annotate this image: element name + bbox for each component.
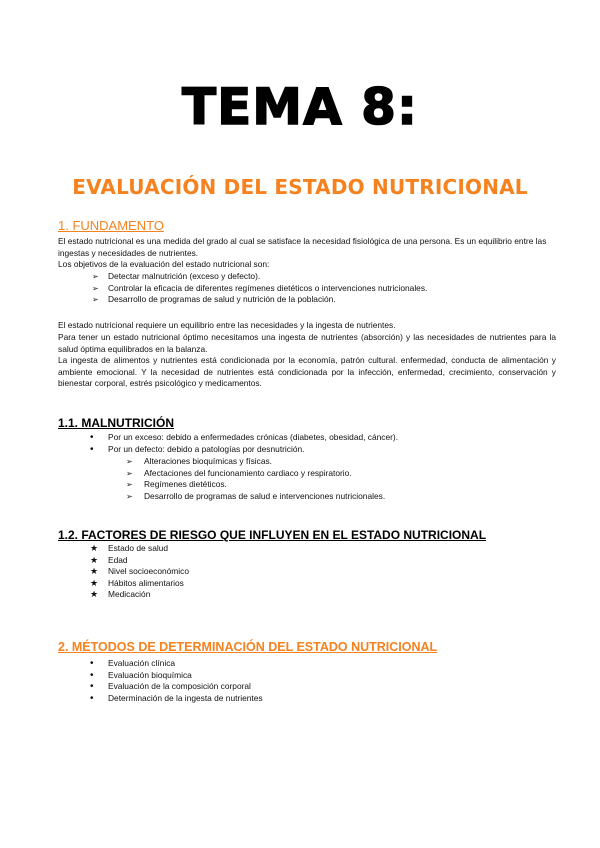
list-item: • Evaluación clínica [90,658,176,669]
list-item: ★ Edad [90,554,128,565]
list-item: ★ Estado de salud [90,543,169,553]
section-heading-fundamento: 1. FUNDAMENTO [58,218,164,233]
arrow-bullet-icon: ➢ [92,295,99,305]
paragraph-definition: El estado nutricional es una medida del grado al cual se satisface la necesidad fisiológica de una persona. Es un equilibrio entre las ingestas y necesidades de nutrientes. [58,236,547,258]
arrow-bullet-icon: ➢ [126,468,133,478]
list-item: ★ Medicación [90,589,151,600]
paragraph-conditions: La ingesta de alimentos y nutrientes está condicionada por la economía, patrón cultural. enfermedad, conducta de alimentación y ambiente emocional. Y la necesidad de nutrientes está condicionada por la infección, enfermedad, crecimiento, conservación y bienestar corporal, estrés psicológico y medicamentos. [58,355,556,389]
list-item: ➢ Alteraciones bioquímicas y físicas. [126,456,273,466]
arrow-bullet-icon: ➢ [126,480,133,490]
list-item: ➢ Desarrollo de programas de salud e intervenciones nutricionales. [126,490,386,501]
list-item: ➢ Detectar malnutrición (exceso y defecto). [92,271,261,281]
arrow-bullet-icon: ➢ [126,491,133,501]
star-bullet-icon: ★ [90,554,99,565]
list-item: ➢ Controlar la eficacia de diferentes regímenes dietéticos o intervenciones nutricionales. [92,282,428,293]
bullet-icon: • [90,432,94,443]
malnutrition-list [92,432,398,455]
objectives-list [94,271,427,306]
page-title: TEMA 8: [182,78,418,136]
bullet-icon: • [90,692,94,704]
section-heading-metodos: 2. MÉTODOS DE DETERMINACIÓN DEL ESTADO NUTRICIONAL [58,640,438,654]
star-bullet-icon: ★ [90,577,99,588]
arrow-bullet-icon: ➢ [92,272,99,281]
bullet-icon: • [90,443,94,455]
methods-list [92,658,263,704]
star-bullet-icon: ★ [90,543,99,553]
paragraph-balance: El estado nutricional requiere un equilibrio entre las necesidades y la ingesta de nutrientes. [58,320,396,330]
section-heading-malnutricion: 1.1. MALNUTRICIÓN [58,416,175,430]
star-bullet-icon: ★ [90,566,99,577]
list-item: ★ Hábitos alimentarios [90,577,184,588]
page-subtitle: EVALUACIÓN DEL ESTADO NUTRICIONAL [72,175,528,199]
bullet-icon: • [90,681,94,693]
bullet-icon: • [90,658,94,669]
list-item: ➢ Desarrollo de programas de salud y nutrición de la población. [92,294,336,305]
list-item: • Por un exceso: debido a enfermedades crónicas (diabetes, obesidad, cáncer). [90,432,399,443]
list-item: • Determinación de la ingesta de nutrientes [90,692,263,704]
bullet-icon: • [90,669,94,681]
paragraph-objectives-intro: Los objetivos de la evaluación del estado nutricional son: [58,259,270,269]
list-item: • Evaluación de la composición corporal [90,681,251,693]
risk-factors-list [92,543,189,601]
paragraph-optimal-state: Para tener un estado nutricional óptimo necesitamos una ingesta de nutrientes (absorción) y las necesidades de nutrientes para la salud óptima equilibrados en la balanza. [58,332,556,354]
star-bullet-icon: ★ [90,589,99,600]
list-item: • Por un defecto: debido a patologías por desnutrición. [90,443,305,455]
list-item: ➢ Afectaciones del funcionamiento cardiaco y respiratorio. [126,467,352,478]
arrow-bullet-icon: ➢ [126,457,133,466]
list-item: • Evaluación bioquímica [90,669,192,681]
malnutrition-sublist [128,456,385,502]
list-item: ★ Nivel socioeconómico [90,566,189,577]
list-item: ➢ Regímenes dietéticos. [126,479,227,490]
section-heading-factores-riesgo: 1.2. FACTORES DE RIESGO QUE INFLUYEN EN EL ESTADO NUTRICIONAL [58,528,487,542]
arrow-bullet-icon: ➢ [92,283,99,293]
